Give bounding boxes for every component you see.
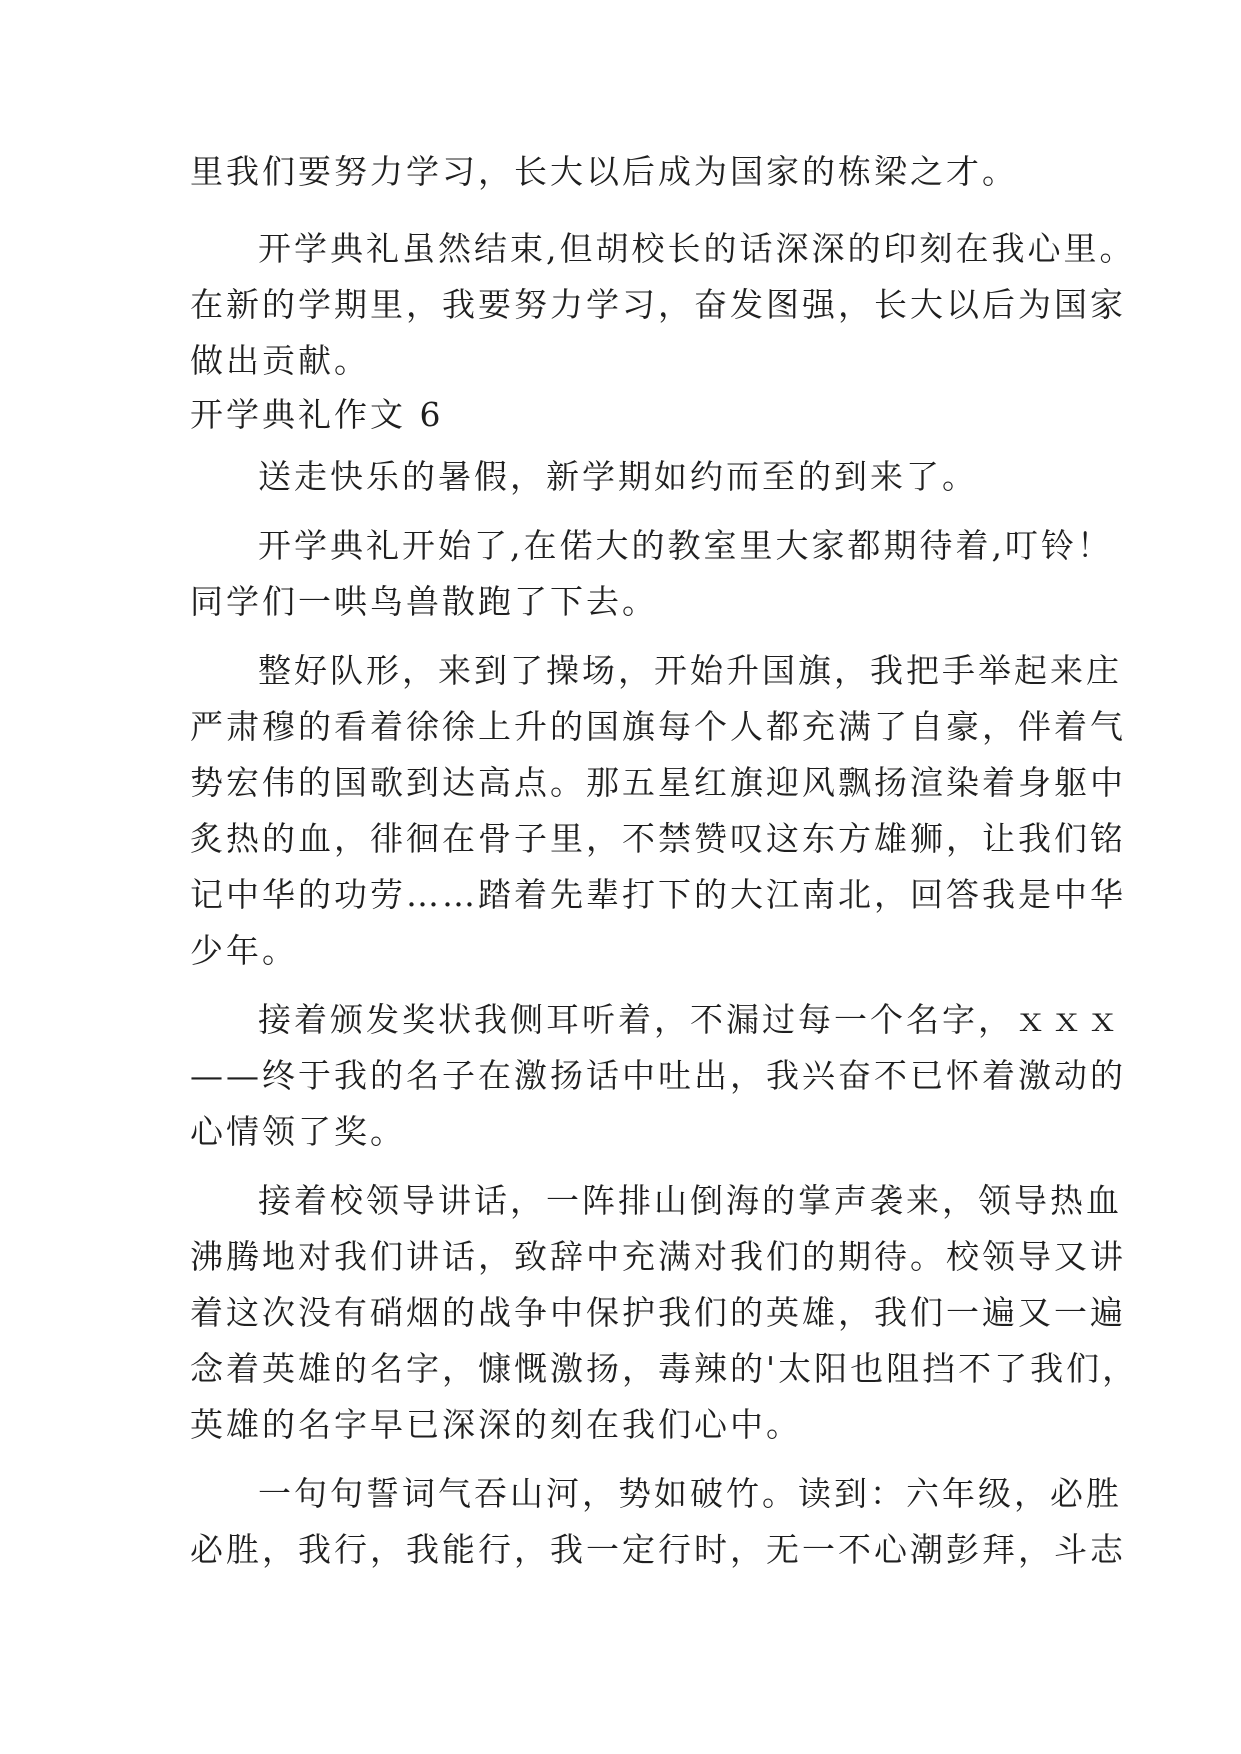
paragraph-first-line: 接着颁发奖状我侧耳听着，不漏过每一个名字，ｘｘｘ [258,1000,1122,1039]
text-line: 心情领了奖。 [190,1112,406,1151]
paragraph-first-line: 送走快乐的暑假，新学期如约而至的到来了。 [258,457,978,496]
text-line: ——终于我的名子在激扬话中吐出，我兴奋不已怀着激动的 [190,1056,1126,1095]
paragraph-first-line: 开学典礼虽然结束,但胡校长的话深深的印刻在我心里。 [258,229,1136,268]
paragraph-first-line: 一句句誓词气吞山河，势如破竹。读到：六年级，必胜 [258,1474,1122,1513]
text-line: 里我们要努力学习，长大以后成为国家的栋梁之才。 [190,152,1018,191]
text-line: 在新的学期里，我要努力学习，奋发图强，长大以后为国家 [190,285,1126,324]
text-line: 势宏伟的国歌到达高点。那五星红旗迎风飘扬渲染着身躯中 [190,763,1126,802]
text-line: 必胜，我行，我能行，我一定行时，无一不心潮彭拜，斗志 [190,1530,1126,1569]
text-line: 同学们一哄鸟兽散跑了下去。 [190,582,658,621]
text-line: 沸腾地对我们讲话，致辞中充满对我们的期待。校领导又讲 [190,1237,1126,1276]
text-line: 记中华的功劳……踏着先辈打下的大江南北，回答我是中华 [190,875,1126,914]
text-line: 做出贡献。 [190,341,370,380]
text-line: 念着英雄的名字，慷慨激扬，毒辣的'太阳也阻挡不了我们， [190,1349,1139,1388]
section-heading: 开学典礼作文 6 [190,395,444,434]
paragraph-first-line: 整好队形，来到了操场，开始升国旗，我把手举起来庄 [258,651,1122,690]
text-line: 英雄的名字早已深深的刻在我们心中。 [190,1405,802,1444]
paragraph-first-line: 接着校领导讲话，一阵排山倒海的掌声袭来，领导热血 [258,1181,1122,1220]
text-line: 着这次没有硝烟的战争中保护我们的英雄，我们一遍又一遍 [190,1293,1126,1332]
text-line: 严肃穆的看着徐徐上升的国旗每个人都充满了自豪，伴着气 [190,707,1126,746]
text-line: 炙热的血，徘徊在骨子里，不禁赞叹这东方雄狮，让我们铭 [190,819,1126,858]
paragraph-first-line: 开学典礼开始了,在偌大的教室里大家都期待着,叮铃！ [258,526,1113,565]
text-line: 少年。 [190,931,298,970]
